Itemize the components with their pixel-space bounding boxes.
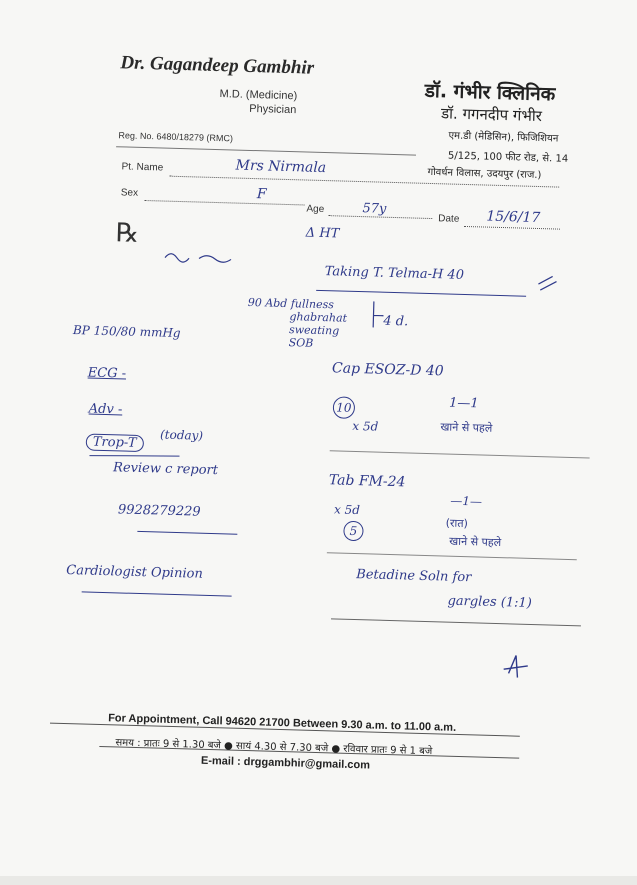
clinic-name-hindi: डॉ. गंभीर क्लिनिक: [424, 79, 556, 106]
footer-timings: समय : प्रातः 9 से 1.30 बजे ● सायं 4.30 से 7.30 बजे ● रविवार प्रातः 9 से 1 बजे: [115, 737, 433, 758]
medication-3: Betadine Soln for: [356, 567, 472, 586]
medication-3-line2: gargles (1:1): [447, 593, 533, 611]
doctor-name-hindi: डॉ. गगनदीप गंभीर: [440, 104, 543, 126]
rx-symbol: ℞: [115, 218, 140, 249]
degree-hindi: एम.डी (मेडिसिन), फिजिशियन: [448, 130, 559, 145]
medication-1-duration: x 5d: [352, 418, 379, 434]
medication-1: Cap ESOZ-D 40: [331, 360, 444, 380]
footer-email: E-mail : drggambhir@gmail.com: [200, 754, 371, 772]
doctor-title: Physician: [249, 102, 297, 117]
medication-1-dose: 1—1: [448, 395, 479, 412]
medication-2-duration: x 5d: [333, 502, 361, 518]
signature: [503, 655, 528, 678]
complaint-2: ghabrahat: [289, 310, 348, 325]
note-ecg: ECG -: [87, 365, 127, 382]
note-trop-t: Trop-T: [86, 433, 144, 452]
date-label: Date: [438, 213, 460, 225]
complaint-3: sweating: [288, 323, 340, 338]
note-phone: 9928279229: [117, 502, 201, 520]
sex-value: F: [256, 186, 267, 203]
registration-number: Reg. No. 6480/18279 (RMC): [118, 130, 234, 144]
medication-1-quantity: 10: [333, 396, 356, 419]
patient-name-value: Mrs Nirmala: [235, 157, 327, 177]
medication-2: Tab FM-24: [328, 472, 406, 491]
doctor-name: Dr. Gagandeep Gambhir: [120, 52, 315, 79]
taking-check-mark: [538, 276, 556, 290]
medication-2-dose: —1—: [450, 493, 483, 509]
note-today: (today): [159, 427, 204, 443]
complaint-4: SOB: [288, 336, 314, 350]
medication-2-time: (रात): [445, 516, 469, 531]
taking-medication: Taking T. Telma-H 40: [324, 264, 465, 283]
scribble-mark: [165, 254, 231, 264]
complaint-bracket: [373, 301, 384, 327]
age-label: Age: [306, 203, 325, 216]
medication-2-quantity: 5: [343, 521, 364, 542]
medication-2-instruction: खाने से पहले: [449, 534, 502, 550]
sex-label: Sex: [120, 187, 139, 199]
medication-1-instruction: खाने से पहले: [440, 420, 493, 435]
age-value: 57y: [362, 201, 387, 217]
patient-name-label: Pt. Name: [121, 161, 164, 174]
date-value: 15/6/17: [486, 208, 541, 227]
address-line2-hindi: गोवर्धन विलास, उदयपुर (राज.): [427, 166, 542, 182]
note-review-report: Review c report: [112, 460, 219, 479]
complaints-duration: 4 d.: [383, 313, 409, 330]
note-cardiologist-opinion: Cardiologist Opinion: [66, 562, 203, 582]
note-bp: BP 150/80 mmHg: [72, 323, 181, 341]
footer-appointment: For Appointment, Call 94620 21700 Between 9.30 a.m. to 11.00 a.m.: [107, 712, 457, 734]
trop-t-underline: [89, 454, 179, 459]
address-line1-hindi: 5/125, 100 फीट रोड, से. 14: [447, 150, 569, 165]
diagnosis: Δ HT: [305, 225, 340, 242]
doctor-degree: M.D. (Medicine): [219, 88, 298, 103]
note-advice: Adv -: [88, 401, 123, 418]
complaint-1: 90 Abd fullness: [247, 295, 335, 312]
